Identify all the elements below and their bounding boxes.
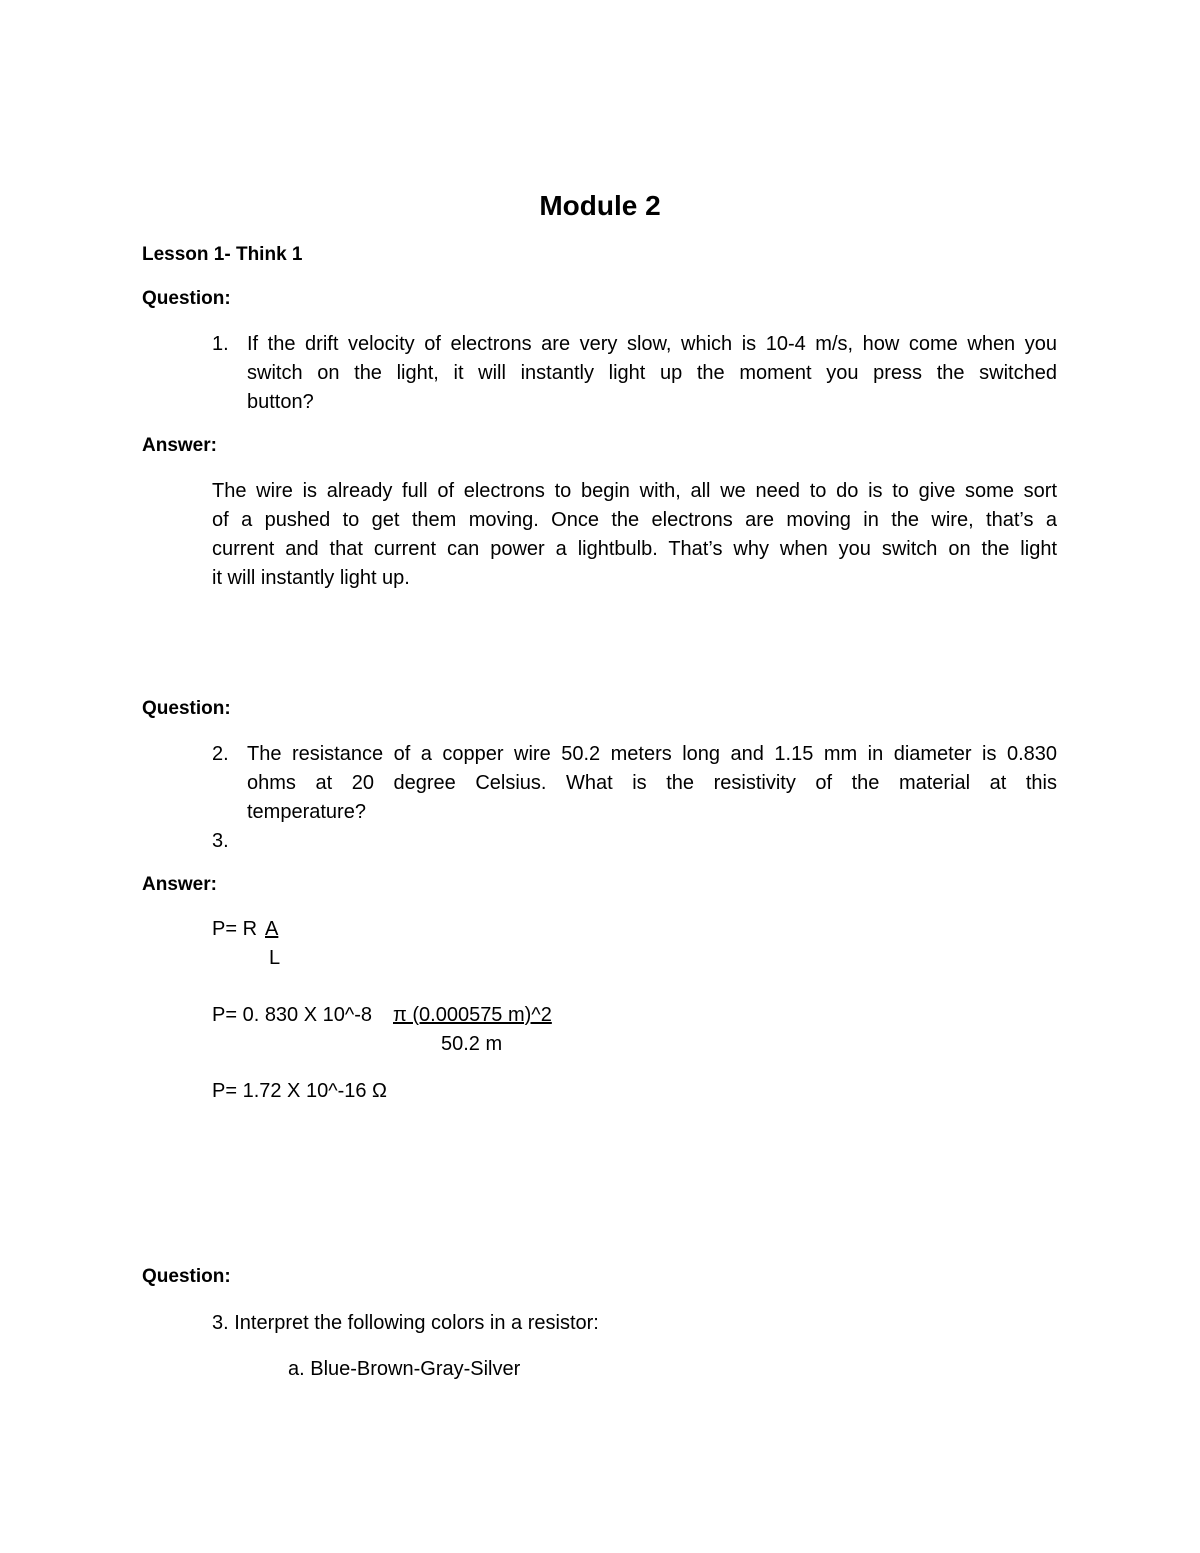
- answer-label-1: Answer:: [142, 435, 217, 456]
- question-label-2: Question:: [142, 698, 231, 719]
- formula-1-prefix: P= R: [212, 918, 258, 940]
- question-1-line: If the drift velocity of electrons are very slow, which is 10-4 m/s, how come when you: [247, 333, 1057, 355]
- question-1-line: button?: [247, 391, 314, 413]
- question-3-text: 3. Interpret the following colors in a resistor:: [212, 1312, 599, 1334]
- question-2-line: The resistance of a copper wire 50.2 meters long and 1.15 mm in diameter is 0.830: [247, 743, 1057, 765]
- formula-2-denominator: 50.2 m: [441, 1033, 503, 1055]
- question-2-line: temperature?: [247, 801, 366, 823]
- lesson-heading: Lesson 1- Think 1: [142, 244, 303, 265]
- question-number-3-empty: 3.: [212, 830, 229, 852]
- formula-1-denominator: L: [269, 947, 281, 969]
- answer-label-2: Answer:: [142, 874, 217, 895]
- question-label-1: Question:: [142, 288, 231, 309]
- formula-2-prefix: P= 0. 830 X 10^-8: [212, 1004, 373, 1026]
- question-1-line: switch on the light, it will instantly light up the moment you press the switched: [247, 362, 1057, 384]
- formula-result: P= 1.72 X 10^-16 Ω: [212, 1080, 387, 1102]
- question-2-line: ohms at 20 degree Celsius. What is the resistivity of the material at this: [247, 772, 1057, 794]
- question-number-1: 1.: [212, 333, 229, 355]
- answer-1-line: current and that current can power a lightbulb. That’s why when you switch on the light: [212, 538, 1057, 560]
- answer-1-line: The wire is already full of electrons to begin with, all we need to do is to give some sort: [212, 480, 1057, 502]
- answer-1-line: of a pushed to get them moving. Once the electrons are moving in the wire, that’s a: [212, 509, 1057, 531]
- answer-1-line: it will instantly light up.: [212, 567, 410, 589]
- answer-1-text: [212, 477, 1057, 593]
- question-3-item-a: a. Blue-Brown-Gray-Silver: [288, 1358, 521, 1380]
- question-1-text: [247, 330, 1057, 417]
- formula-1-numerator: A: [265, 918, 279, 940]
- question-number-2: 2.: [212, 743, 229, 765]
- formula-2-numerator: π (0.000575 m)^2: [393, 1004, 552, 1026]
- question-label-3: Question:: [142, 1266, 231, 1287]
- question-2-text: [247, 740, 1057, 827]
- page-title: Module 2: [539, 190, 661, 221]
